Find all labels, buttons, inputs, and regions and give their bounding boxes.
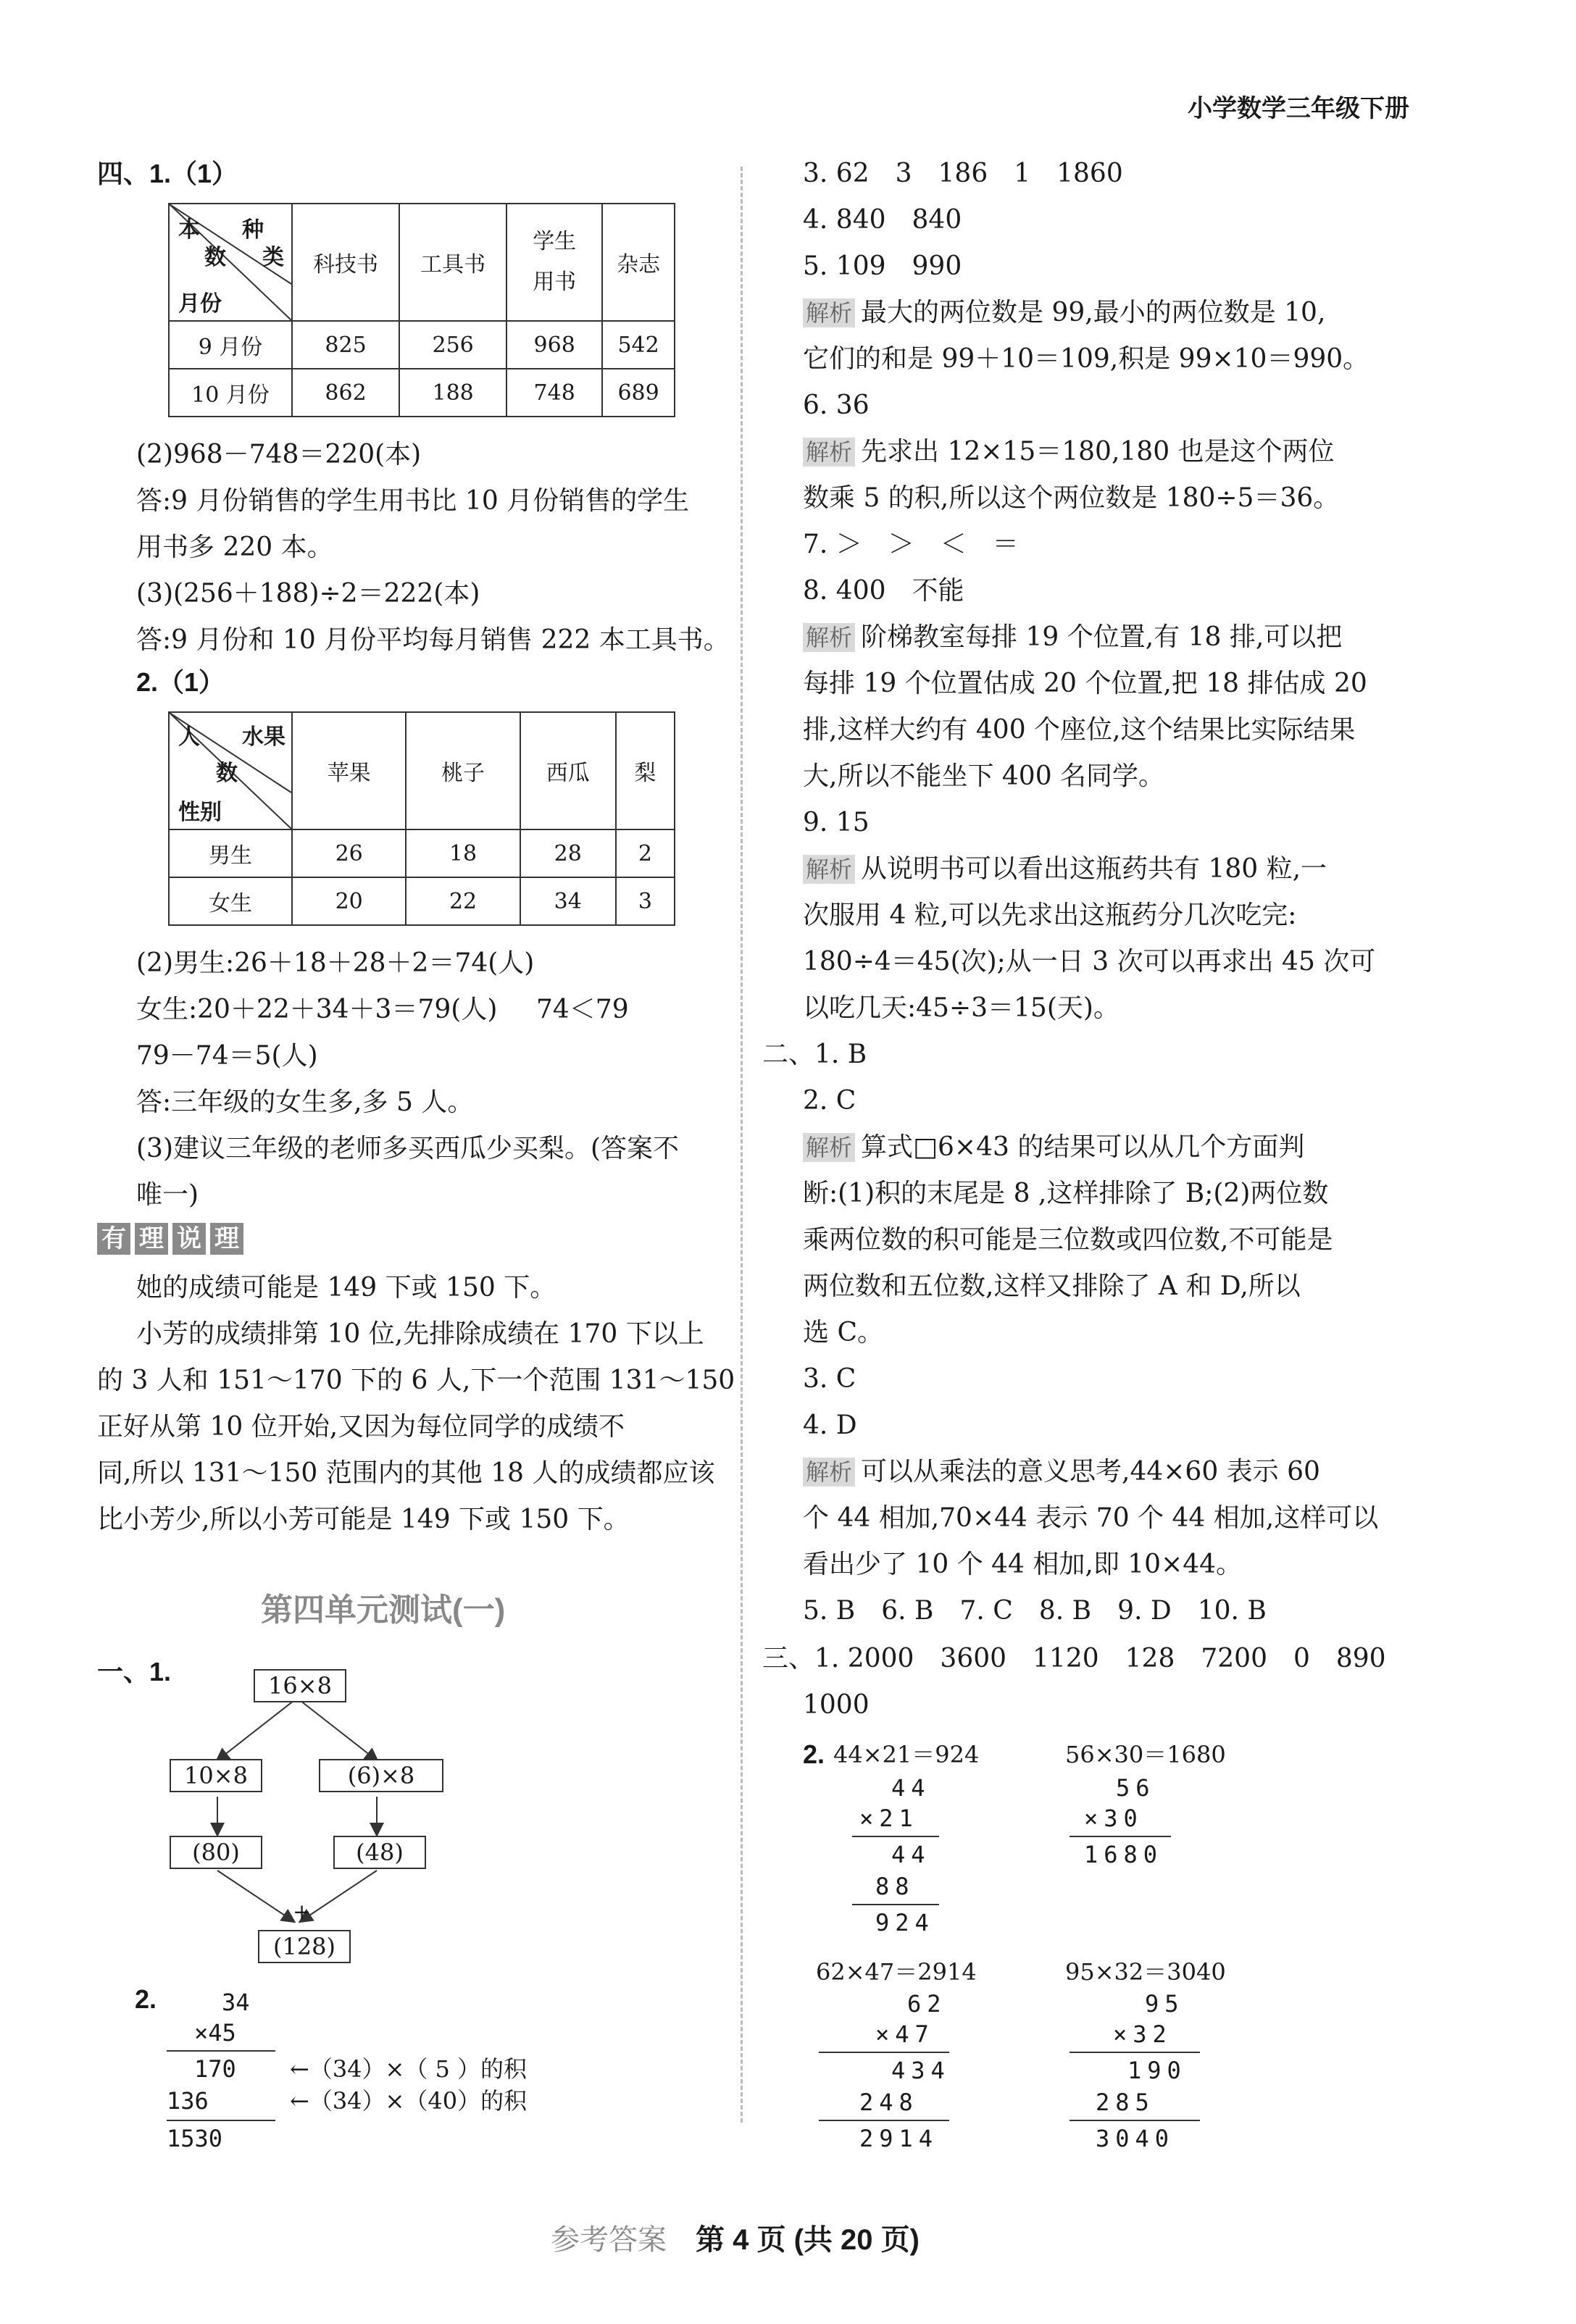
answer-line: 8. 400 不能 — [803, 576, 964, 606]
mult-result: 1530 — [167, 2125, 223, 2152]
tree-node: (48) — [333, 1836, 426, 1869]
calc-rule — [819, 2120, 949, 2121]
answer-line: 二、1. B — [762, 1040, 867, 1069]
row-header: 女生 — [169, 877, 292, 925]
table-cell: 2 — [616, 829, 675, 877]
mult-note: ←（34）×（ 5 ）的积 — [290, 2055, 528, 2083]
answer-line: 2. C — [803, 1086, 856, 1116]
section-heading — [97, 1223, 248, 1255]
answer-line: 4. D — [803, 1410, 857, 1440]
analysis-line: 看出少了 10 个 44 相加,即 10×44。 — [803, 1550, 1243, 1579]
partial-product: 190 — [1127, 2057, 1187, 2084]
analysis-tag: 解析 — [803, 298, 855, 327]
answer-line: 5. 109 990 — [803, 251, 962, 281]
partial-product: 44 — [891, 1841, 931, 1868]
calc-rule — [1070, 2052, 1200, 2053]
analysis-tag: 解析 — [803, 438, 855, 467]
fruit-table — [168, 711, 675, 926]
analysis-line: 次服用 4 粒,可以先求出这瓶药分几次吃完: — [803, 900, 1297, 930]
c2-label: 2. — [803, 1739, 825, 1769]
analysis-text: 算式□6×43 的结果可以从几个方面判 — [861, 1132, 1305, 1162]
tree-node: (6)×8 — [319, 1759, 443, 1792]
analysis-line: 数乘 5 的积,所以这个两位数是 180÷5＝36。 — [803, 483, 1340, 513]
corner-text: 水果 — [242, 725, 285, 749]
answer-line: 唯一) — [136, 1180, 199, 1210]
tree-node: 10×8 — [170, 1759, 262, 1792]
analysis-text: 阶梯教室每排 19 个位置,有 18 排,可以把 — [861, 622, 1343, 652]
calc-rule — [1070, 1836, 1171, 1837]
answer-line: 79－74＝5(人) — [136, 1041, 318, 1071]
analysis-line — [803, 622, 1342, 653]
analysis-tag: 解析 — [803, 1133, 855, 1162]
corner-text: 人 — [178, 725, 200, 749]
analysis-line — [803, 436, 1335, 468]
calc-equation: 56×30＝1680 — [1065, 1741, 1226, 1768]
partial-product: 136 — [167, 2087, 209, 2115]
answer-line: 4. 840 840 — [803, 205, 962, 235]
table-cell: 689 — [602, 369, 675, 417]
calc-operand: 56 — [1116, 1774, 1156, 1802]
answer-line: (3)建议三年级的老师多买西瓜少买梨。(答案不 — [136, 1134, 680, 1163]
answer-line: (2)男生:26＋18＋28＋2＝74(人) — [136, 948, 535, 978]
section-char: 有 — [97, 1223, 130, 1255]
reason-line: 小芳的成绩排第 10 位,先排除成绩在 170 下以上 — [136, 1319, 704, 1349]
answer-line: 3. C — [803, 1364, 856, 1394]
s2-label: 2. — [135, 1984, 157, 2014]
analysis-line: 180÷4＝45(次);从一日 3 次可以再求出 45 次可 — [803, 947, 1376, 977]
table-cell: 18 — [406, 829, 520, 877]
col-header-text: 学生用书 — [533, 229, 577, 295]
corner-text: 种 — [242, 218, 264, 242]
corner-text: 数 — [216, 761, 238, 785]
reason-line: 她的成绩可能是 149 下或 150 下。 — [136, 1273, 556, 1303]
analysis-text: 可以从乘法的意义思考,44×60 表示 60 — [861, 1457, 1320, 1487]
analysis-text: 从说明书可以看出这瓶药共有 180 粒,一 — [861, 854, 1327, 884]
table-corner-header — [169, 204, 292, 321]
answer-line: 用书多 220 本。 — [136, 532, 333, 562]
calc-rule — [819, 2052, 949, 2053]
answer-line: 3. 62 3 186 1 1860 — [803, 159, 1123, 188]
table-cell: 188 — [399, 369, 506, 417]
answer-line: 74＜79 — [536, 995, 629, 1024]
analysis-line — [803, 1456, 1320, 1488]
partial-product: 285 — [1096, 2089, 1155, 2116]
calc-operand: 44 — [891, 1774, 931, 1802]
row-header: 男生 — [169, 829, 292, 877]
analysis-text: 先求出 12×15＝180,180 也是这个两位 — [861, 437, 1335, 467]
col-header: 桃子 — [406, 712, 520, 829]
section-char: 说 — [172, 1223, 206, 1255]
analysis-line: 大,所以不能坐下 400 名同学。 — [803, 761, 1165, 791]
reason-line: 比小芳少,所以小芳可能是 149 下或 150 下。 — [97, 1505, 630, 1534]
answer-line: 6. 36 — [803, 390, 870, 420]
answer-line: 女生:20＋22＋34＋3＝79(人) — [136, 995, 498, 1024]
reason-line: 同,所以 131～150 范围内的其他 18 人的成绩都应该 — [97, 1458, 715, 1488]
analysis-line: 选 C。 — [803, 1318, 883, 1347]
analysis-line: 以吃几天:45÷3＝15(天)。 — [803, 993, 1120, 1023]
answer-line: (3)(256＋188)÷2＝222(本) — [136, 579, 480, 609]
calc-result: 924 — [875, 1909, 935, 1936]
table-cell: 256 — [399, 321, 506, 369]
tree-node: (80) — [170, 1836, 262, 1869]
footer-label: 参考答案 — [551, 2224, 667, 2256]
row-header: 9 月份 — [169, 321, 292, 369]
sales-table — [168, 203, 675, 417]
answer-line: 1000 — [803, 1690, 870, 1720]
analysis-text: 最大的两位数是 99,最小的两位数是 10, — [861, 298, 1326, 327]
calc-equation: 44×21＝924 — [833, 1741, 980, 1768]
analysis-line: 个 44 相加,70×44 表示 70 个 44 相加,这样可以 — [803, 1503, 1379, 1533]
mult-rule — [167, 2050, 275, 2052]
col-header: 梨 — [616, 712, 675, 829]
calc-rule — [852, 1836, 939, 1837]
table-cell: 862 — [292, 369, 399, 417]
table-cell: 26 — [292, 829, 406, 877]
calc-equation: 95×32＝3040 — [1065, 1958, 1226, 1986]
partial-product: 434 — [891, 2057, 951, 2084]
calc-rule — [1070, 2120, 1200, 2121]
answer-line: 7. ＞ ＞ ＜ ＝ — [803, 530, 1019, 559]
analysis-line — [803, 853, 1327, 885]
calc-operand: 62 — [907, 1990, 947, 2018]
answer-line: 答:9 月份和 10 月份平均每月销售 222 本工具书。 — [136, 625, 730, 655]
plus-sign: + — [293, 1899, 312, 1925]
mult-operand: 34 — [222, 1989, 250, 2016]
table-cell: 825 — [292, 321, 399, 369]
analysis-line: 乘两位数的积可能是三位数或四位数,不可能是 — [803, 1225, 1333, 1255]
partial-product: 170 — [194, 2055, 236, 2083]
calc-result: 1680 — [1084, 1841, 1164, 1868]
calc-result: 2914 — [859, 2125, 939, 2152]
col-header: 工具书 — [399, 204, 506, 321]
answer-line: 答:三年级的女生多,多 5 人。 — [136, 1087, 474, 1117]
analysis-line: 两位数和五位数,这样又排除了 A 和 D,所以 — [803, 1271, 1301, 1301]
calc-operand: ×47 — [875, 2020, 935, 2048]
table-cell: 28 — [520, 829, 616, 877]
analysis-line — [803, 1132, 1304, 1163]
answer-line: 9. 15 — [803, 808, 870, 837]
analysis-tag: 解析 — [803, 1458, 855, 1487]
corner-text: 数 — [204, 246, 226, 269]
col-header: 杂志 — [602, 204, 675, 321]
partial-product: 248 — [859, 2089, 919, 2116]
analysis-line: 排,这样大约有 400 个座位,这个结果比实际结果 — [803, 715, 1356, 745]
table-corner-header — [169, 712, 292, 829]
mult-note: ←（34）×（40）的积 — [290, 2087, 528, 2115]
calc-operand: 95 — [1145, 1990, 1185, 2018]
table-cell: 748 — [506, 369, 602, 417]
section-char: 理 — [135, 1223, 168, 1255]
answer-line: (2)968－748＝220(本) — [136, 440, 422, 469]
analysis-line: 它们的和是 99＋10＝109,积是 99×10＝990。 — [803, 344, 1369, 374]
corner-text: 本 — [178, 218, 200, 242]
calc-operand: ×21 — [859, 1805, 919, 1832]
table-cell: 22 — [406, 877, 520, 925]
tree-node: (128) — [258, 1930, 351, 1963]
calc-equation: 62×47＝2914 — [816, 1958, 977, 1986]
unit-title: 第四单元测试(一) — [261, 1592, 506, 1628]
corner-text: 类 — [262, 246, 284, 269]
corner-text: 性别 — [178, 801, 222, 824]
col-header: 西瓜 — [520, 712, 616, 829]
partial-product: 88 — [875, 1873, 915, 1900]
corner-text: 月份 — [178, 292, 222, 316]
table-cell: 542 — [602, 321, 675, 369]
analysis-line — [803, 297, 1325, 329]
analysis-tag: 解析 — [803, 855, 855, 884]
calc-rule — [852, 1904, 939, 1905]
section-char: 理 — [210, 1223, 243, 1255]
answer-line: 5. B 6. B 7. C 8. B 9. D 10. B — [803, 1596, 1267, 1626]
mult-rule — [167, 2120, 275, 2121]
mult-operand: ×45 — [194, 2019, 236, 2047]
s1-label: 一、1. — [97, 1657, 172, 1686]
col-header: 科技书 — [292, 204, 399, 321]
calc-operand: ×30 — [1084, 1805, 1143, 1832]
page-number: 第 4 页 (共 20 页) — [696, 2224, 920, 2256]
tree-node: 16×8 — [254, 1669, 346, 1702]
analysis-line: 每排 19 个位置估成 20 个位置,把 18 排估成 20 — [803, 669, 1367, 698]
tree-connectors — [159, 1666, 464, 1956]
answer-line: 答:9 月份销售的学生用书比 10 月份销售的学生 — [136, 486, 690, 516]
q2-label: 2.（1） — [136, 667, 225, 697]
table-cell: 3 — [616, 877, 675, 925]
analysis-line: 断:(1)积的末尾是 8 ,这样排除了 B;(2)两位数 — [803, 1179, 1329, 1208]
book-title: 小学数学三年级下册 — [1188, 95, 1409, 122]
reason-line: 的 3 人和 151～170 下的 6 人,下一个范围 131～150 — [97, 1366, 735, 1395]
calc-operand: ×32 — [1113, 2020, 1172, 2048]
table-cell: 20 — [292, 877, 406, 925]
analysis-tag: 解析 — [803, 623, 855, 652]
col-header — [506, 204, 602, 321]
table-cell: 34 — [520, 877, 616, 925]
row-header: 10 月份 — [169, 369, 292, 417]
answer-line: 三、1. 2000 3600 1120 128 7200 0 890 — [762, 1644, 1386, 1673]
reason-line: 正好从第 10 位开始,又因为每位同学的成绩不 — [97, 1412, 625, 1442]
calc-result: 3040 — [1096, 2125, 1175, 2152]
q4-1-label: 四、1.（1） — [97, 159, 238, 188]
col-header: 苹果 — [292, 712, 406, 829]
column-divider — [741, 167, 743, 2123]
table-cell: 968 — [506, 321, 602, 369]
